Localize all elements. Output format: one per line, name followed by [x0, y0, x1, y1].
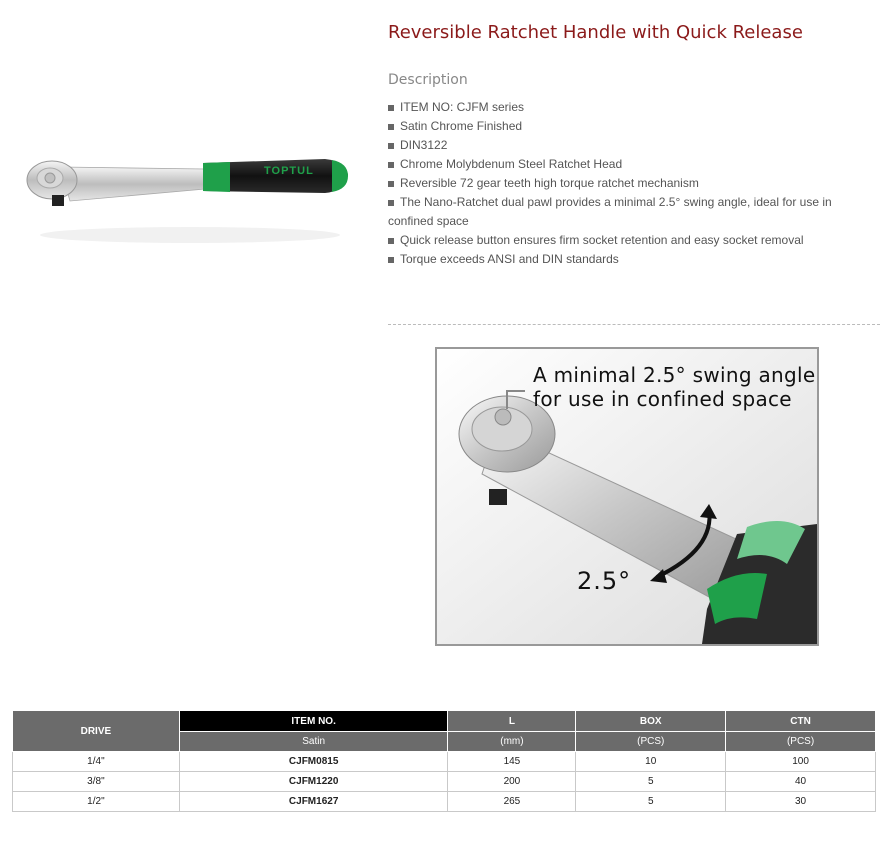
cell-box: 5	[576, 792, 726, 812]
cell-ctn: 30	[726, 792, 876, 812]
column-header-box: BOX	[576, 711, 726, 732]
cell-ctn: 100	[726, 752, 876, 772]
square-bullet-icon	[388, 124, 394, 130]
brand-logo-text: TOPTUL	[264, 165, 314, 177]
square-bullet-icon	[388, 238, 394, 244]
cell-drive: 1/2"	[13, 792, 180, 812]
swing-angle-detail-image	[435, 347, 819, 646]
cell-length: 265	[448, 792, 576, 812]
cell-length: 145	[448, 752, 576, 772]
list-item: ITEM NO: CJFM series	[388, 98, 868, 117]
list-item: Torque exceeds ANSI and DIN standards	[388, 250, 868, 269]
column-header-l: L	[448, 711, 576, 732]
column-header-ctn: CTN	[726, 711, 876, 732]
swing-angle-caption: A minimal 2.5° swing angle for use in confined space	[533, 363, 816, 411]
list-item: Quick release button ensures firm socket retention and easy socket removal	[388, 231, 868, 250]
product-photo	[20, 135, 360, 255]
column-header-drive: DRIVE	[13, 711, 180, 752]
description-heading: Description	[388, 72, 468, 88]
list-item: Satin Chrome Finished	[388, 117, 868, 136]
cell-drive: 3/8"	[13, 772, 180, 792]
square-bullet-icon	[388, 200, 394, 206]
column-subheader-box-unit: (PCS)	[576, 732, 726, 752]
table-row	[13, 772, 876, 792]
page-title: Reversible Ratchet Handle with Quick Release	[388, 22, 803, 43]
column-header-item-no: ITEM NO.	[179, 711, 448, 732]
list-item: The Nano-Ratchet dual pawl provides a minimal 2.5° swing angle, ideal for use in confined space	[388, 195, 832, 228]
table-row	[13, 792, 876, 812]
cell-item-no: CJFM1220	[179, 772, 448, 792]
ratchet-handle-image	[20, 135, 360, 255]
cell-length: 200	[448, 772, 576, 792]
square-bullet-icon	[388, 181, 394, 187]
angle-label: 2.5°	[577, 567, 632, 595]
square-bullet-icon	[388, 257, 394, 263]
cell-item-no: CJFM0815	[179, 752, 448, 772]
cell-drive: 1/4"	[13, 752, 180, 772]
cell-item-no: CJFM1627	[179, 792, 448, 812]
list-item: DIN3122	[388, 136, 868, 155]
cell-box: 10	[576, 752, 726, 772]
list-item: Reversible 72 gear teeth high torque ratchet mechanism	[388, 174, 868, 193]
square-bullet-icon	[388, 162, 394, 168]
cell-box: 5	[576, 772, 726, 792]
square-bullet-icon	[388, 143, 394, 149]
section-divider	[388, 324, 880, 325]
feature-list	[388, 98, 868, 269]
column-subheader-l-unit: (mm)	[448, 732, 576, 752]
square-bullet-icon	[388, 105, 394, 111]
list-item: Chrome Molybdenum Steel Ratchet Head	[388, 155, 868, 174]
table-row	[13, 752, 876, 772]
spec-table	[12, 710, 876, 812]
column-subheader-ctn-unit: (PCS)	[726, 732, 876, 752]
cell-ctn: 40	[726, 772, 876, 792]
column-subheader-finish: Satin	[179, 732, 448, 752]
